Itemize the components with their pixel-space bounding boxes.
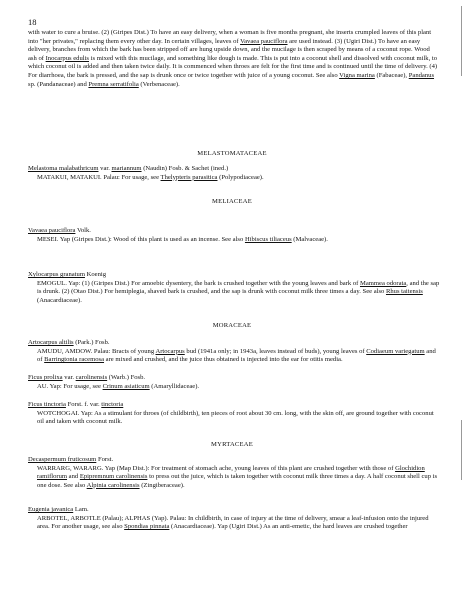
taxon-name: Thelypteris parasitica	[160, 173, 218, 181]
text-run: are used instead. (3) (Ugiri Dist.) To have an easy delivery, branches from which the bark has been stripped off are hung upside down, and the mucilage is then scraped by means of a coconut rope. Wood ash of	[28, 37, 430, 62]
text-run: sp. (Pandanaceae) and	[28, 80, 89, 88]
taxon-name: Mammea odorata	[359, 279, 407, 287]
text-run: (Anacardiaceae). Yap (Ugiri Dist.) As an anti-emetic, the hard leaves are crushed together	[169, 523, 408, 531]
authority-text: var.	[62, 374, 76, 381]
species-name	[28, 456, 440, 465]
authority-text: Forst.	[96, 456, 114, 463]
text-run: to press out the juice, which is taken together with coconut milk three times a day. A half coconut shell cup is one dose. See also	[37, 473, 438, 489]
text-run: (Malvaceae).	[291, 235, 328, 243]
species-entry	[28, 506, 440, 532]
species-usage	[28, 280, 440, 306]
text-run: are mixed and crushed, and the juice thus obtained is injected into the ear for otitis media.	[104, 356, 343, 364]
species-usage	[28, 236, 440, 245]
text-run: AMUDU, AMDOW. Palau: Bracts of young	[37, 347, 156, 355]
species-name	[28, 339, 440, 348]
scan-edge-mark	[461, 6, 462, 76]
taxon-name: Premna serratifolia	[88, 80, 139, 88]
taxon-name: Vigna marina	[339, 71, 375, 79]
text-run: MESEI. Yap (Giripes Dist.): Wood of this plant is used as an incense. See also	[37, 235, 245, 243]
authority-text: Lam.	[73, 506, 89, 513]
family-heading-meliaceae: MELIACEAE	[212, 198, 252, 205]
text-run: AU. Yap: For usage, see	[37, 382, 103, 390]
authority-text: Volk.	[75, 227, 91, 234]
taxon-name: Xylocarpus granatum	[28, 271, 85, 278]
text-run: bud (1941a only; in 1943a, leaves instead of buds), young leaves of	[184, 347, 367, 355]
authority-text: (Park.) Fosb.	[73, 339, 110, 346]
text-run: (Fabaceae),	[374, 71, 409, 79]
taxon-name: Barringtonia racemosa	[44, 356, 105, 364]
species-usage	[28, 383, 440, 392]
taxon-name: Codiaeum variegatum	[366, 347, 425, 355]
species-entry	[28, 401, 440, 427]
species-usage	[28, 410, 440, 427]
intro-paragraph	[28, 29, 440, 89]
family-heading-melastomataceae: MELASTOMATACEAE	[197, 150, 267, 157]
text-run: is mixed with this mucilage, and something like dough is made. This is put into a coconut shell and dissolved with coconut milk, to which coconut oil is added and then taken twice daily. It is commenced when throes are felt for the first time and is continued until the time of delivery. (4) For diarrhoea, the bark is pressed, and the sap is drunk once or twice together with juice of a young coconut. See also	[28, 54, 438, 79]
species-entry	[28, 456, 440, 490]
text-run: EMOGUL. Yap: (1) (Giripes Dist.) For amoebic dysentery, the bark is crushed together with the young leaves and bark of	[37, 279, 360, 287]
taxon-name: Artocarpus	[155, 347, 185, 355]
family-heading-myrtaceae: MYRTACEAE	[211, 441, 253, 448]
text-run: (Anacardiaceae).	[37, 296, 82, 304]
species-name	[28, 401, 440, 410]
taxon-name: Inocarpus edulis	[45, 54, 89, 62]
authority-text: Koenig	[84, 271, 107, 278]
species-usage	[28, 515, 440, 532]
taxon-name: Spondias pinnata	[124, 523, 170, 531]
text-run: WARRARG, WARARG. Yap (Map Dist.): For treatment of stomach ache, young leaves of this plant are crushed together with those of	[37, 464, 396, 472]
page-number: 18	[28, 17, 37, 27]
taxon-name: Rhus taitensis	[385, 288, 423, 296]
scan-edge-mark	[461, 420, 462, 480]
taxon-name: Decaspermum fruticosum	[28, 456, 97, 463]
text-run: with water to cure a bruise. (2) (Giripes Dist.) To have an easy delivery, when a woman is five months pregnant, she inserts crumpled leaves of this plant into "her privates," replacing them every other day. In certain villages, leaves of	[28, 29, 432, 45]
taxon-name: Artocarpus altilis	[28, 339, 74, 346]
taxon-name: Glochidion ramiflorum	[37, 464, 425, 481]
family-heading-moraceae: MORACEAE	[212, 322, 252, 329]
species-entry	[28, 271, 440, 305]
taxon-name: Eugenia javanica	[28, 506, 74, 513]
text-run: WOTCHOGAI. Yap: As a stimulant for throes (of childbirth), ten pieces of root about 30 cm. long, with the skin off, are ground together with coconut oil and taken with coconut milk.	[37, 409, 434, 426]
species-name	[28, 227, 440, 236]
taxon-name: mariannum	[111, 165, 142, 172]
species-usage	[28, 465, 440, 491]
taxon-name: carolinensis	[75, 374, 108, 381]
species-name	[28, 374, 440, 383]
species-entry	[28, 227, 440, 244]
text-run: and of	[37, 347, 436, 364]
taxon-name: Epipremnum carolinensis	[79, 473, 148, 481]
taxon-name: Vavaea pauciflora	[240, 37, 288, 45]
authority-text: (Warb.) Fosb.	[107, 374, 146, 381]
taxon-name: Vavaea pauciflora	[28, 227, 76, 234]
species-entry	[28, 165, 440, 182]
species-usage	[28, 348, 440, 365]
species-name	[28, 165, 440, 174]
species-name	[28, 506, 440, 515]
taxon-name: tinctoria	[101, 401, 124, 408]
text-run: (Amaryllidaceae).	[149, 382, 200, 390]
species-entry	[28, 339, 440, 365]
authority-text: var.	[98, 165, 112, 172]
text-run: (Zingiberaceae).	[139, 481, 185, 489]
authority-text: (Naudin) Fosb. & Sachet (ined.)	[141, 165, 229, 172]
taxon-name: Ficus tinctoria	[28, 401, 66, 408]
species-entry	[28, 374, 440, 391]
text-run: , and the sap is drunk. (2) (Otao Dist.) For hemiplegia, shaved bark is crushed, and the sap is drunk with coconut milk three times a day. See also	[37, 279, 440, 296]
species-usage	[28, 174, 440, 183]
taxon-name: Alpinia carolinensis	[86, 481, 140, 489]
taxon-name: Hibiscus tiliaceus	[244, 235, 292, 243]
authority-text: Forst. f. var.	[65, 401, 102, 408]
text-run: (Polypodiaceae).	[217, 173, 264, 181]
text-run: (Verbenaceae).	[138, 80, 180, 88]
taxon-name: Melastoma malabathricum	[28, 165, 99, 172]
species-name	[28, 271, 440, 280]
text-run: ARBOTEL, ARBOTLE (Palau); ALPHAS (Yap). Palau: In childbirth, in case of injury at the time of delivery, smear a leaf-infusion onto the injured area. For another usage, see also	[37, 514, 429, 531]
taxon-name: Crinum asiaticum	[102, 382, 150, 390]
text-run: MATAKUI, MATAKUI. Palau: For usage, see	[37, 173, 161, 181]
taxon-name: Pandanus	[408, 71, 435, 79]
text-run: and	[67, 473, 80, 481]
taxon-name: Ficus prolixa	[28, 374, 63, 381]
